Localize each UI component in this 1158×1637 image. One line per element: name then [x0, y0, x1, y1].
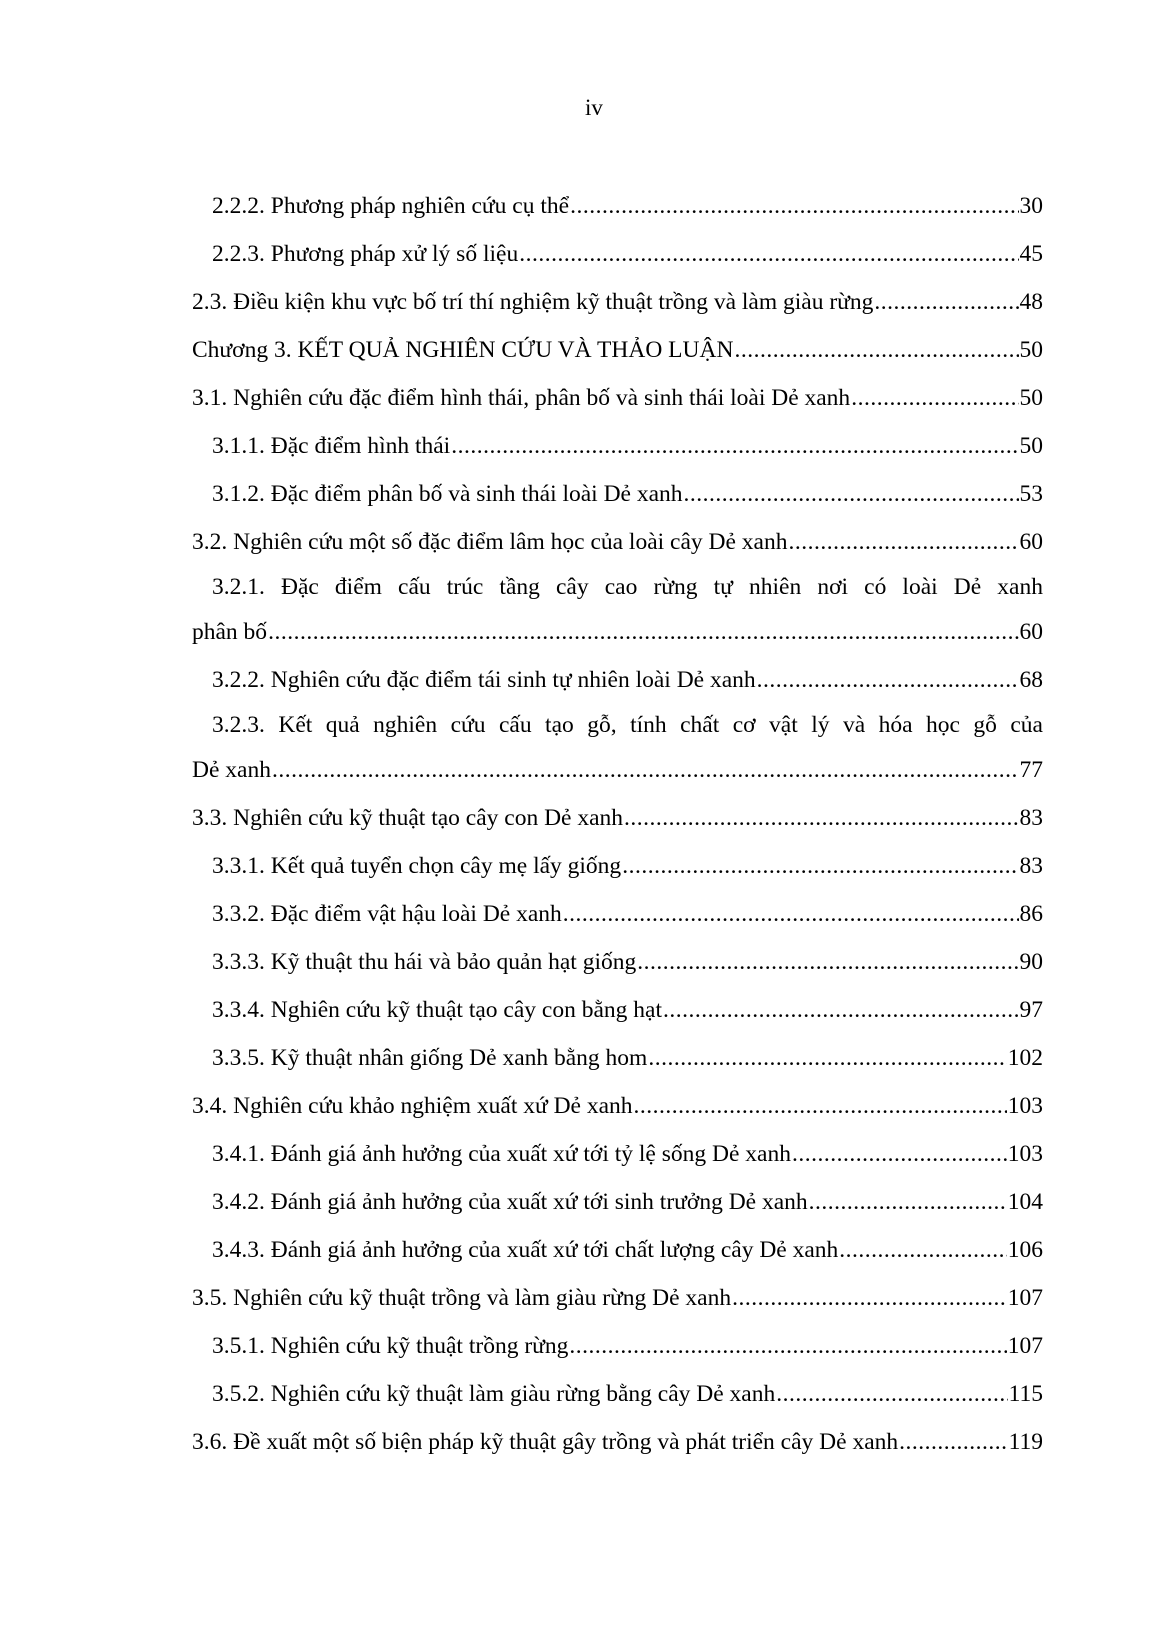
toc-entry-3-2-2[interactable] [192, 656, 1043, 704]
dot-leader [776, 1370, 1007, 1418]
toc-entry-title: 3.4.2. Đánh giá ảnh hưởng của xuất xứ tới sinh trưởng Dẻ xanh [212, 1189, 808, 1215]
toc-entry-page: 119 [1008, 1429, 1043, 1455]
toc-entry-title-line2: phân bố [192, 619, 268, 645]
toc-entry-title: 3.4. Nghiên cứu khảo nghiệm xuất xứ Dẻ xanh [192, 1093, 633, 1119]
table-of-contents [192, 182, 1043, 1466]
toc-entry-3-2[interactable] [192, 518, 1043, 566]
toc-entry-title: 2.2.3. Phương pháp xử lý số liệu [212, 241, 519, 267]
toc-entry-title-line1: 3.2.1. Đặc điểm cấu trúc tầng cây cao rừng tự nhiên nơi có loài Dẻ xanh [212, 574, 1043, 600]
page-number: iv [585, 95, 603, 120]
toc-entry-2-2-2[interactable] [192, 182, 1043, 230]
dot-leader [684, 470, 1019, 518]
toc-entry-page: 53 [1019, 481, 1043, 507]
toc-entry-title: 3.1. Nghiên cứu đặc điểm hình thái, phân bố và sinh thái loài Dẻ xanh [192, 385, 851, 411]
toc-entry-title: 3.1.1. Đặc điểm hình thái [212, 433, 451, 459]
toc-entry-title: 3.3.5. Kỹ thuật nhân giống Dẻ xanh bằng hom [212, 1045, 648, 1071]
toc-entry-page: 102 [1007, 1045, 1043, 1071]
toc-entry-page: 103 [1007, 1093, 1043, 1119]
toc-entry-page: 115 [1008, 1381, 1043, 1407]
toc-entry-page: 68 [1019, 667, 1043, 693]
toc-entry-3-2-3[interactable] [192, 704, 1043, 794]
toc-entry-title-line1: 3.2.3. Kết quả nghiên cứu cấu tạo gỗ, tính chất cơ vật lý và hóa học gỗ của [212, 712, 1043, 738]
dot-leader [732, 1274, 1007, 1322]
toc-entry-page: 60 [1019, 529, 1043, 555]
toc-entry-page: 107 [1007, 1285, 1043, 1311]
dot-leader [757, 656, 1019, 704]
toc-entry-title: 3.4.1. Đánh giá ảnh hưởng của xuất xứ tới tỷ lệ sống Dẻ xanh [212, 1141, 791, 1167]
dot-leader [272, 746, 1019, 794]
toc-entry-3-3-5[interactable] [192, 1034, 1043, 1082]
toc-entry-3-4[interactable] [192, 1082, 1043, 1130]
dot-leader [839, 1226, 1006, 1274]
toc-entry-3-3[interactable] [192, 794, 1043, 842]
dot-leader [569, 1322, 1006, 1370]
toc-entry-page: 97 [1019, 997, 1043, 1023]
toc-entry-2-2-3[interactable] [192, 230, 1043, 278]
toc-entry-title: 3.3.2. Đặc điểm vật hậu loài Dẻ xanh [212, 901, 562, 927]
toc-entry-title: 3.3.3. Kỹ thuật thu hái và bảo quản hạt giống [212, 949, 637, 975]
toc-entry-page: 103 [1007, 1141, 1043, 1167]
dot-leader [792, 1130, 1007, 1178]
toc-entry-title: 2.2.2. Phương pháp nghiên cứu cụ thể [212, 193, 570, 219]
toc-entry-page: 77 [1019, 757, 1043, 783]
toc-entry-title: 3.5. Nghiên cứu kỹ thuật trồng và làm giàu rừng Dẻ xanh [192, 1285, 732, 1311]
toc-entry-title: 3.5.1. Nghiên cứu kỹ thuật trồng rừng [212, 1333, 569, 1359]
toc-entry-title: 3.2.2. Nghiên cứu đặc điểm tái sinh tự nhiên loài Dẻ xanh [212, 667, 756, 693]
toc-entry-page: 50 [1019, 433, 1043, 459]
dot-leader [874, 278, 1018, 326]
toc-entry-page: 83 [1019, 853, 1043, 879]
toc-entry-3-1-1[interactable] [192, 422, 1043, 470]
toc-entry-title: 3.6. Đề xuất một số biện pháp kỹ thuật gây trồng và phát triển cây Dẻ xanh [192, 1429, 899, 1455]
toc-entry-page: 106 [1007, 1237, 1043, 1263]
dot-leader [634, 1082, 1007, 1130]
toc-entry-title: 3.3. Nghiên cứu kỹ thuật tạo cây con Dẻ xanh [192, 805, 624, 831]
toc-entry-2-3[interactable] [192, 278, 1043, 326]
toc-entry-3-3-4[interactable] [192, 986, 1043, 1034]
dot-leader [268, 608, 1018, 656]
toc-entry-3-3-3[interactable] [192, 938, 1043, 986]
toc-entry-3-5-2[interactable] [192, 1370, 1043, 1418]
toc-entry-3-5-1[interactable] [192, 1322, 1043, 1370]
dot-leader [519, 230, 1018, 278]
toc-entry-3-5[interactable] [192, 1274, 1043, 1322]
toc-entry-3-1[interactable] [192, 374, 1043, 422]
toc-entry-title: Chương 3. KẾT QUẢ NGHIÊN CỨU VÀ THẢO LUẬN [192, 337, 734, 363]
toc-entry-page: 90 [1019, 949, 1043, 975]
toc-entry-chapter-3[interactable] [192, 326, 1043, 374]
toc-entry-page: 45 [1019, 241, 1043, 267]
toc-entry-page: 83 [1019, 805, 1043, 831]
dot-leader [663, 986, 1019, 1034]
toc-entry-3-4-2[interactable] [192, 1178, 1043, 1226]
toc-entry-title: 3.3.4. Nghiên cứu kỹ thuật tạo cây con bằng hạt [212, 997, 662, 1023]
toc-entry-title: 3.4.3. Đánh giá ảnh hưởng của xuất xứ tới chất lượng cây Dẻ xanh [212, 1237, 839, 1263]
toc-entry-page: 30 [1019, 193, 1043, 219]
toc-entry-title: 3.2. Nghiên cứu một số đặc điểm lâm học của loài cây Dẻ xanh [192, 529, 788, 555]
toc-entry-3-2-1[interactable] [192, 566, 1043, 656]
dot-leader [570, 182, 1018, 230]
dot-leader [637, 938, 1018, 986]
dot-leader [809, 1178, 1007, 1226]
toc-entry-3-4-1[interactable] [192, 1130, 1043, 1178]
toc-entry-3-1-2[interactable] [192, 470, 1043, 518]
dot-leader [624, 794, 1018, 842]
toc-entry-page: 60 [1019, 619, 1043, 645]
dot-leader [563, 890, 1019, 938]
dot-leader [734, 326, 1018, 374]
toc-entry-page: 107 [1007, 1333, 1043, 1359]
toc-entry-page: 50 [1019, 337, 1043, 363]
dot-leader [851, 374, 1018, 422]
toc-entry-3-3-1[interactable] [192, 842, 1043, 890]
dot-leader [648, 1034, 1006, 1082]
toc-entry-3-6[interactable] [192, 1418, 1043, 1466]
toc-entry-page: 50 [1019, 385, 1043, 411]
toc-entry-page: 86 [1019, 901, 1043, 927]
toc-entry-title-line2: Dẻ xanh [192, 757, 271, 783]
toc-entry-3-3-2[interactable] [192, 890, 1043, 938]
toc-entry-title: 3.3.1. Kết quả tuyển chọn cây mẹ lấy giống [212, 853, 622, 879]
dot-leader [789, 518, 1019, 566]
toc-entry-3-4-3[interactable] [192, 1226, 1043, 1274]
toc-entry-title: 2.3. Điều kiện khu vực bố trí thí nghiệm kỹ thuật trồng và làm giàu rừng [192, 289, 874, 315]
toc-entry-title: 3.5.2. Nghiên cứu kỹ thuật làm giàu rừng bằng cây Dẻ xanh [212, 1381, 776, 1407]
dot-leader [622, 842, 1018, 890]
dot-leader [899, 1418, 1007, 1466]
toc-entry-title: 3.1.2. Đặc điểm phân bố và sinh thái loài Dẻ xanh [212, 481, 683, 507]
toc-entry-page: 48 [1019, 289, 1043, 315]
toc-entry-page: 104 [1007, 1189, 1043, 1215]
dot-leader [451, 422, 1018, 470]
